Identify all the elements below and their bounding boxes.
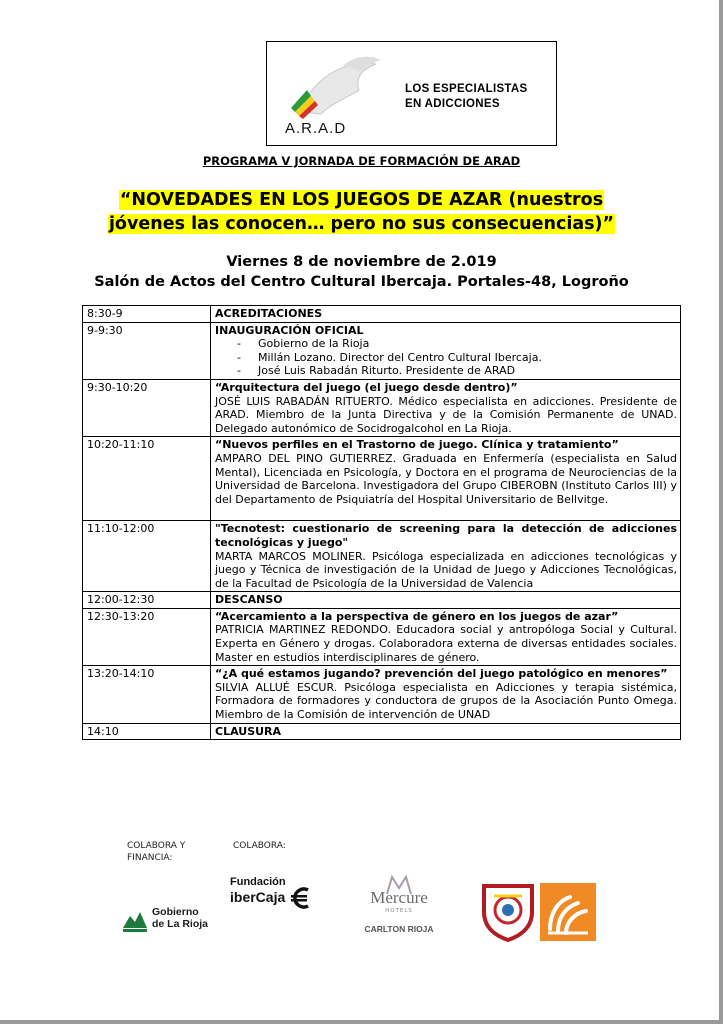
hand-symbol-icon (540, 883, 596, 941)
association-seal-icon (480, 882, 536, 942)
session-title: “¿A qué estamos jugando? prevención del juego patológico en menores” (215, 667, 668, 681)
euro-symbol-icon (288, 885, 314, 911)
ibercaja-line-1: Fundación (230, 876, 286, 888)
table-row (83, 379, 681, 436)
program-title: PROGRAMA V JORNADA DE FORMACIÓN DE ARAD (202, 154, 521, 168)
session-cell (211, 666, 681, 723)
gobierno-line-1: Gobierno (152, 906, 199, 918)
event-venue: Salón de Actos del Centro Cultural Ibercaja. Portales-48, Logroño (94, 274, 629, 290)
speaker-description: MARTA MARCOS MOLINER. Psicóloga especializada en adicciones tecnológicas y juego y Técnica de investigación de la Unidad de Juego y Adicciones Tecnológicas, de la Facultad de Psicología de la Universidad de Valencia (215, 549, 677, 590)
mercure-place: CARLTON RIOJA (364, 924, 434, 934)
list-item: - Millán Lozano. Director del Centro Cultural Ibercaja. (215, 351, 677, 365)
list-item: - Gobierno de la Rioja (215, 337, 677, 351)
colabora-financia-label: COLABORA Y FINANCIA: (127, 841, 186, 863)
session-title: CLAUSURA (211, 723, 681, 740)
list-item: - José Luis Rabadán Riturto. Presidente de ARAD (215, 364, 677, 378)
session-title: INAUGURACIÓN OFICIAL (215, 323, 364, 337)
session-time: 12:30-13:20 (83, 608, 211, 665)
session-time: 11:10-12:00 (83, 521, 211, 592)
table-row (83, 306, 681, 323)
session-title: "Tecnotest: cuestionario de screening para la detección de adicciones tecnológicas y juego" (215, 522, 677, 549)
event-date-venue (0, 252, 723, 292)
table-row (83, 608, 681, 665)
tagline-line-2: EN ADICCIONES (405, 98, 500, 110)
session-cell (211, 322, 681, 379)
speaker-list (215, 337, 677, 378)
table-row (83, 437, 681, 521)
session-title: ACREDITACIONES (211, 306, 681, 323)
table-row (83, 666, 681, 723)
arad-logo-box (266, 41, 557, 146)
arad-logo-text: A.R.A.D (285, 120, 347, 137)
gobierno-rioja-logo (120, 902, 220, 934)
session-time: 8:30-9 (83, 306, 211, 323)
table-row (83, 521, 681, 592)
session-cell (211, 437, 681, 521)
gobierno-emblem-icon (120, 904, 150, 934)
session-time: 10:20-11:10 (83, 437, 211, 521)
gobierno-line-2: de La Rioja (152, 918, 209, 930)
session-title: “Acercamiento a la perspectiva de género en los juegos de azar” (215, 609, 619, 623)
session-time: 12:00-12:30 (83, 592, 211, 609)
colabora-label: COLABORA: (233, 841, 286, 851)
dove-icon (281, 50, 391, 120)
table-row (83, 592, 681, 609)
session-cell (211, 521, 681, 592)
session-title: “Nuevos perfiles en el Trastorno de juego. Clínica y tratamiento” (215, 438, 619, 452)
session-time: 9-9:30 (83, 322, 211, 379)
ibercaja-line-2: iberCaja (230, 889, 286, 905)
headline-line-2: jóvenes las conocen… pero no sus consecuencias)” (108, 214, 615, 234)
event-date: Viernes 8 de noviembre de 2.019 (226, 254, 497, 270)
speaker-description: JOSÉ LUIS RABADÁN RITUERTO. Médico especialista en adicciones. Presidente de ARAD. Miembro de la Junta Directiva y de la Comisión Permanente de UNAD. Delegado autonómico de Socidrogalcohol en La Rioja. (215, 394, 677, 435)
tagline-line-1: LOS ESPECIALISTAS (405, 83, 528, 95)
table-row (83, 723, 681, 740)
table-row (83, 322, 681, 379)
headline-line-1: “NOVEDADES EN LOS JUEGOS DE AZAR (nuestros (119, 190, 604, 210)
mercure-logo (360, 874, 438, 940)
session-cell (211, 608, 681, 665)
schedule-table (82, 305, 681, 740)
mercure-sub: HOTELS (385, 908, 413, 914)
headline (0, 188, 723, 236)
speaker-description: AMPARO DEL PINO GUTIERREZ. Graduada en Enfermería (especialista en Salud Mental), Licenciada en Psicología, y Doctora en el programa de Neurociencias de la Universidad de Barcelona. Investigadora del Grupo CIBEROBN (Instituto Carlos III) y del Departamento de Psiquiatría del Hospital Universitario de Bellvitge. (215, 451, 677, 506)
session-title: DESCANSO (211, 592, 681, 609)
session-time: 14:10 (83, 723, 211, 740)
session-title: “Arquitectura del juego (el juego desde dentro)” (215, 380, 518, 394)
speaker-description: PATRICIA MARTINEZ REDONDO. Educadora social y antropóloga Social y Cultural. Experta en Género y drogas. Colaboradora externa de diversas entidades sociales. Master en estudios interdisciplinares de género. (215, 623, 677, 664)
orange-hand-logo (540, 883, 596, 941)
session-cell (211, 379, 681, 436)
fundacion-ibercaja-logo (228, 876, 323, 914)
gobierno-text (152, 906, 208, 930)
tagline (405, 82, 527, 112)
speaker-description: SILVIA ALLUÉ ESCUR. Psicóloga especialista en Adicciones y terapia sistémica, Formadora de formadores y conductora de grupos de la Asociación Punto Omega. Miembro de la Comisión de intervención de UNAD (215, 680, 677, 722)
session-time: 9:30-10:20 (83, 379, 211, 436)
session-time: 13:20-14:10 (83, 666, 211, 723)
mercure-name: Mercure (370, 888, 428, 907)
